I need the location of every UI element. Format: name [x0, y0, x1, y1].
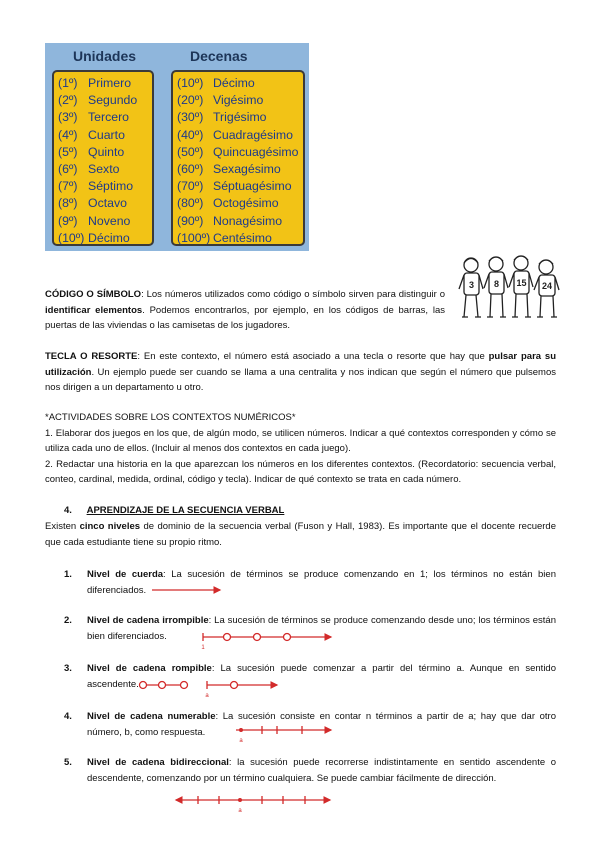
level-2-point	[224, 634, 231, 641]
level-name: Nivel de cuerda	[87, 569, 164, 580]
jersey-number: 8	[493, 279, 500, 289]
ordinal-word: Trigésimo	[213, 110, 267, 125]
level-3-point	[159, 682, 166, 689]
units-header: Unidades	[73, 48, 137, 64]
tecla-bold: pulsar para su utilización	[45, 351, 556, 378]
ordinal-number: (40º)	[177, 127, 204, 142]
ordinal-word: Octavo	[88, 196, 127, 211]
ordinal-word: Octogésimo	[213, 196, 279, 211]
ordinal-number: (80º)	[177, 196, 204, 211]
ordinal-word: Nonagésimo	[213, 213, 283, 228]
ordinal-number: (90º)	[177, 213, 204, 228]
section-4-number: 4.	[64, 505, 72, 516]
tecla-text-end: . Un ejemplo puede ser cuando se llama a una centralita y nos indican que según el número que pulsemos nos dirigen a un departamento u otro.	[45, 366, 556, 393]
ordinal-number: (3º)	[58, 110, 78, 125]
level-name: Nivel de cadena rompible	[87, 663, 212, 674]
level-5-dot	[238, 798, 242, 802]
level-text: : La sucesión puede comenzar a partir del término a. Aunque en sentido ascendente.	[87, 663, 556, 690]
level-text: : la sucesión puede recorrerse indistintamente en sentido ascendente o descendente, comenzando por un término cualquiera. Se puede cambiar fácilmente de dirección.	[87, 757, 556, 784]
ordinal-word: Décimo	[88, 230, 130, 245]
section-4-title: APRENDIZAJE DE LA SECUENCIA VERBAL	[86, 505, 285, 516]
ordinal-number: (5º)	[58, 144, 78, 159]
ordinal-number: (9º)	[58, 213, 78, 228]
actividad-1: 1. Elaborar dos juegos en los que, de algún modo, se utilicen números. Indicar a qué contextos corresponden y cómo se utiliza cada uno de ellos. (Incluir al menos dos contextos en cada juego).	[45, 427, 556, 454]
level-2-label-1: 1	[201, 645, 205, 651]
level-3-point	[140, 682, 147, 689]
ordinal-word: Segundo	[88, 93, 138, 108]
level-4-label-a: a	[239, 738, 243, 744]
ordinal-number: (50º)	[177, 144, 204, 159]
ordinal-number: (20º)	[177, 93, 204, 108]
ordinal-number: (1º)	[58, 76, 78, 90]
level-4-dot	[239, 728, 243, 732]
ordinal-word: Vigésimo	[213, 93, 264, 108]
ordinal-word: Quinto	[88, 144, 125, 159]
ordinal-number: (6º)	[58, 162, 78, 177]
level-text: : La sucesión de términos se produce comenzando en 1; los términos no están bien diferenciados.	[87, 569, 556, 596]
codigo-text-end: . Podemos encontrarlos, por ejemplo, en los códigos de barras, las puertas de las viviendas o las camisetas de los jugadores.	[45, 304, 445, 331]
intro-text-end: de dominio de la secuencia verbal (Fuson y Hall, 1983). Es importante que el docente recuerde que cada estudiante tiene su propio ritmo.	[45, 521, 556, 548]
tecla-text: : En este contexto, el número está asociado a una tecla o resorte que hay que	[137, 351, 489, 362]
level-number: 4.	[64, 711, 72, 722]
actividades-title: *ACTIVIDADES SOBRE LOS CONTEXTOS NUMÉRICOS*	[45, 412, 296, 423]
intro-bold: cinco niveles	[79, 521, 141, 532]
ordinal-word: Cuadragésimo	[213, 127, 293, 142]
ordinal-word: Tercero	[88, 110, 130, 125]
ordinal-number: (2º)	[58, 93, 78, 108]
level-text: : La sucesión consiste en contar n términos a partir de a; hay que dar otro número, b, como respuesta.	[87, 711, 556, 738]
level-name: Nivel de cadena numerable	[87, 711, 216, 722]
codigo-text: : Los números utilizados como código o símbolo sirven para distinguir o	[141, 289, 445, 300]
ordinal-word: Centésimo	[213, 230, 272, 245]
ordinal-number: (70º)	[177, 179, 204, 194]
ordinal-word: Séptuagésimo	[213, 179, 292, 194]
jersey-number: 3	[468, 280, 475, 290]
intro-text: Existen	[45, 521, 80, 532]
level-number: 5.	[64, 757, 72, 768]
ordinal-number: (4º)	[58, 127, 78, 142]
ordinal-word: Décimo	[213, 76, 255, 90]
level-name: Nivel de cadena bidireccional	[87, 757, 229, 768]
ordinal-number: (100º)	[177, 230, 211, 245]
jersey-number: 15	[516, 278, 527, 288]
level-3-point	[181, 682, 188, 689]
level-5-label-a: a	[238, 808, 242, 814]
ordinal-word: Noveno	[88, 213, 131, 228]
level-3-point	[231, 682, 238, 689]
level-number: 1.	[64, 569, 72, 580]
jersey-number: 24	[541, 281, 553, 291]
level-name: Nivel de cadena irrompible	[87, 615, 209, 626]
ordinal-number: (8º)	[58, 196, 78, 211]
tens-header: Decenas	[190, 48, 248, 64]
ordinal-number: (7º)	[58, 179, 78, 194]
actividad-2: 2. Redactar una historia en la que aparezcan los números en los diferentes contextos. (Recordatorio: secuencia verbal, conteo, cardinal, medida, ordinal, código y tecla). Indicar de qué contexto se trata en cada número.	[45, 458, 556, 485]
ordinal-word: Sexto	[88, 162, 120, 177]
level-2-point	[284, 634, 291, 641]
ordinal-word: Séptimo	[88, 179, 134, 194]
ordinal-number: (10º)	[58, 230, 85, 245]
level-number: 2.	[64, 615, 72, 626]
level-number: 3.	[64, 663, 72, 674]
ordinal-number: (60º)	[177, 162, 204, 177]
ordinal-number: (10º)	[177, 76, 204, 90]
ordinal-word: Sexagésimo	[213, 162, 281, 177]
ordinal-number: (30º)	[177, 110, 204, 125]
ordinal-word: Primero	[88, 76, 132, 90]
level-text: : La sucesión de términos se produce comenzando desde uno; los términos están bien diferenciados.	[87, 615, 556, 642]
level-3-label-a: a	[205, 693, 209, 699]
codigo-bold: identificar elementos	[45, 304, 143, 316]
codigo-label: CÓDIGO O SÍMBOLO	[45, 289, 142, 300]
ordinal-word: Quincuagésimo	[213, 144, 299, 159]
tecla-label: TECLA O RESORTE	[45, 351, 138, 362]
ordinal-word: Cuarto	[88, 127, 125, 142]
level-2-point	[254, 634, 261, 641]
